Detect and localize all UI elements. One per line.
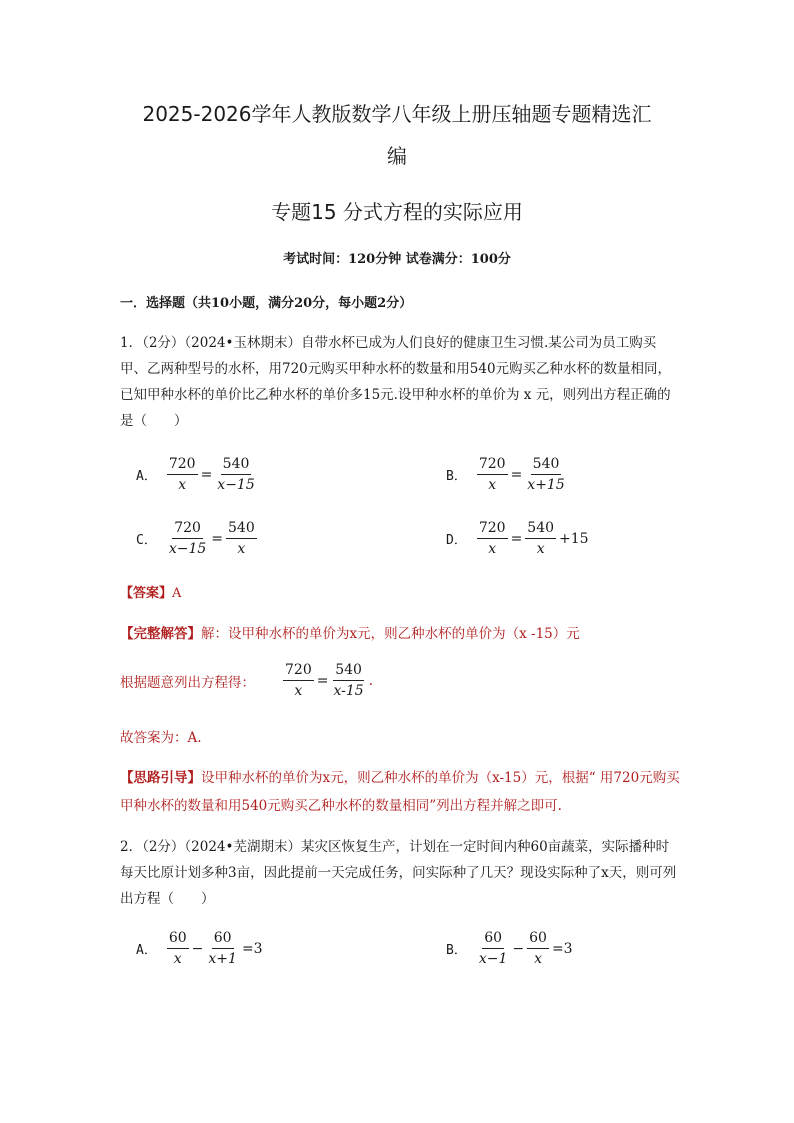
- q1-option-b: [446, 456, 573, 493]
- fraction-left: $\frac{720}{x}$: [478, 456, 506, 493]
- fraction-right: $\frac{60}{x}$: [529, 930, 547, 967]
- document-title-line2: 编: [387, 144, 407, 168]
- operator: =: [316, 672, 329, 689]
- q1-derivation: [120, 662, 376, 699]
- fraction-left: $\frac{60}{x-1}$: [478, 930, 508, 967]
- q1-option-a: [136, 456, 263, 493]
- fraction-right: $\frac{540}{x}$: [228, 520, 255, 557]
- operator: −: [512, 940, 525, 957]
- solution-text: 解：设甲种水杯的单价为x元，则乙种水杯的单价为（x -15）元: [201, 626, 580, 642]
- q1-answer: [120, 582, 181, 601]
- fraction-left: $\frac{720}{x-15}$: [168, 520, 207, 557]
- operator: =: [510, 530, 523, 547]
- document-title-line1: 2025-2026学年人教版数学八年级上册压轴题专题精选汇: [142, 102, 652, 126]
- option-label: A．: [136, 943, 157, 958]
- hint-text: 设甲种水杯的单价为x元，则乙种水杯的单价为（x-15）元，根据“ 用720元购买甲种水杯的数量和用540元购买乙种水杯的数量相同”列出方程并解之即可.: [120, 770, 680, 814]
- document-subtitle: 专题15 分式方程的实际应用: [271, 200, 523, 224]
- fraction-right: $\frac{60}{x+1}$: [208, 930, 237, 967]
- tail: +15: [559, 530, 589, 547]
- question-1-text: 1．（2分）（2024•玉林期末）自带水杯已成为人们良好的健康卫生习惯.某公司为员工购买甲、乙两种型号的水杯，用720元购买甲种水杯的数量和用540元购买乙种水杯的数量相同，已知甲种水杯的单价比乙种水杯的单价多15元.设甲种水杯的单价为 x 元，则列出方程正确的是（ ）: [120, 335, 672, 429]
- fraction-right: $\frac{540}{x}$: [527, 520, 555, 557]
- section-heading: 一．选择题（共10小题，满分20分，每小题2分）: [120, 296, 413, 311]
- tail: .: [368, 672, 374, 689]
- operator: =: [200, 466, 213, 483]
- q1-hint: [120, 764, 680, 820]
- option-label: B．: [446, 469, 467, 484]
- q2-option-a: [136, 930, 266, 967]
- tail: =3: [241, 940, 263, 957]
- operator: =: [211, 530, 224, 547]
- fraction-left: $\frac{720}{x}$: [285, 662, 312, 699]
- exam-info: 考试时间：120分钟 试卷满分：100分: [283, 252, 511, 267]
- answer-label: 【答案】: [120, 586, 173, 601]
- q1-solution: [120, 622, 580, 642]
- operator: =: [510, 466, 523, 483]
- option-label: A．: [136, 469, 157, 484]
- answer-value: A: [172, 586, 182, 601]
- fraction-left: $\frac{720}{x}$: [168, 456, 196, 493]
- fraction-right: $\frac{540}{x-15}$: [217, 456, 255, 493]
- option-label: B．: [446, 943, 467, 958]
- fraction-left: $\frac{720}{x}$: [478, 520, 506, 557]
- q1-option-d: [446, 520, 592, 557]
- derive-text: 根据题意列出方程得：: [120, 674, 255, 691]
- solution-label: 【完整解答】: [120, 626, 201, 642]
- option-label: D．: [446, 533, 467, 548]
- q1-conclusion: 故答案为：A.: [120, 730, 202, 746]
- fraction-right: $\frac{540}{x-15}$: [333, 662, 364, 699]
- fraction-right: $\frac{540}{x+15}$: [527, 456, 565, 493]
- option-label: C．: [136, 533, 157, 548]
- operator: −: [191, 940, 204, 957]
- hint-label: 【思路引导】: [120, 770, 201, 786]
- fraction-left: $\frac{60}{x}$: [168, 930, 187, 967]
- q1-option-c: [136, 520, 263, 557]
- tail: =3: [551, 940, 573, 957]
- q2-option-b: [446, 930, 576, 967]
- question-2-text: 2．（2分）（2024•芜湖期末）某灾区恢复生产，计划在一定时间内种60亩蔬菜，实际播种时每天比原计划多种3亩，因此提前一天完成任务，问实际种了几天？现设实际种了x天，则可列出方程（ ）: [120, 839, 677, 907]
